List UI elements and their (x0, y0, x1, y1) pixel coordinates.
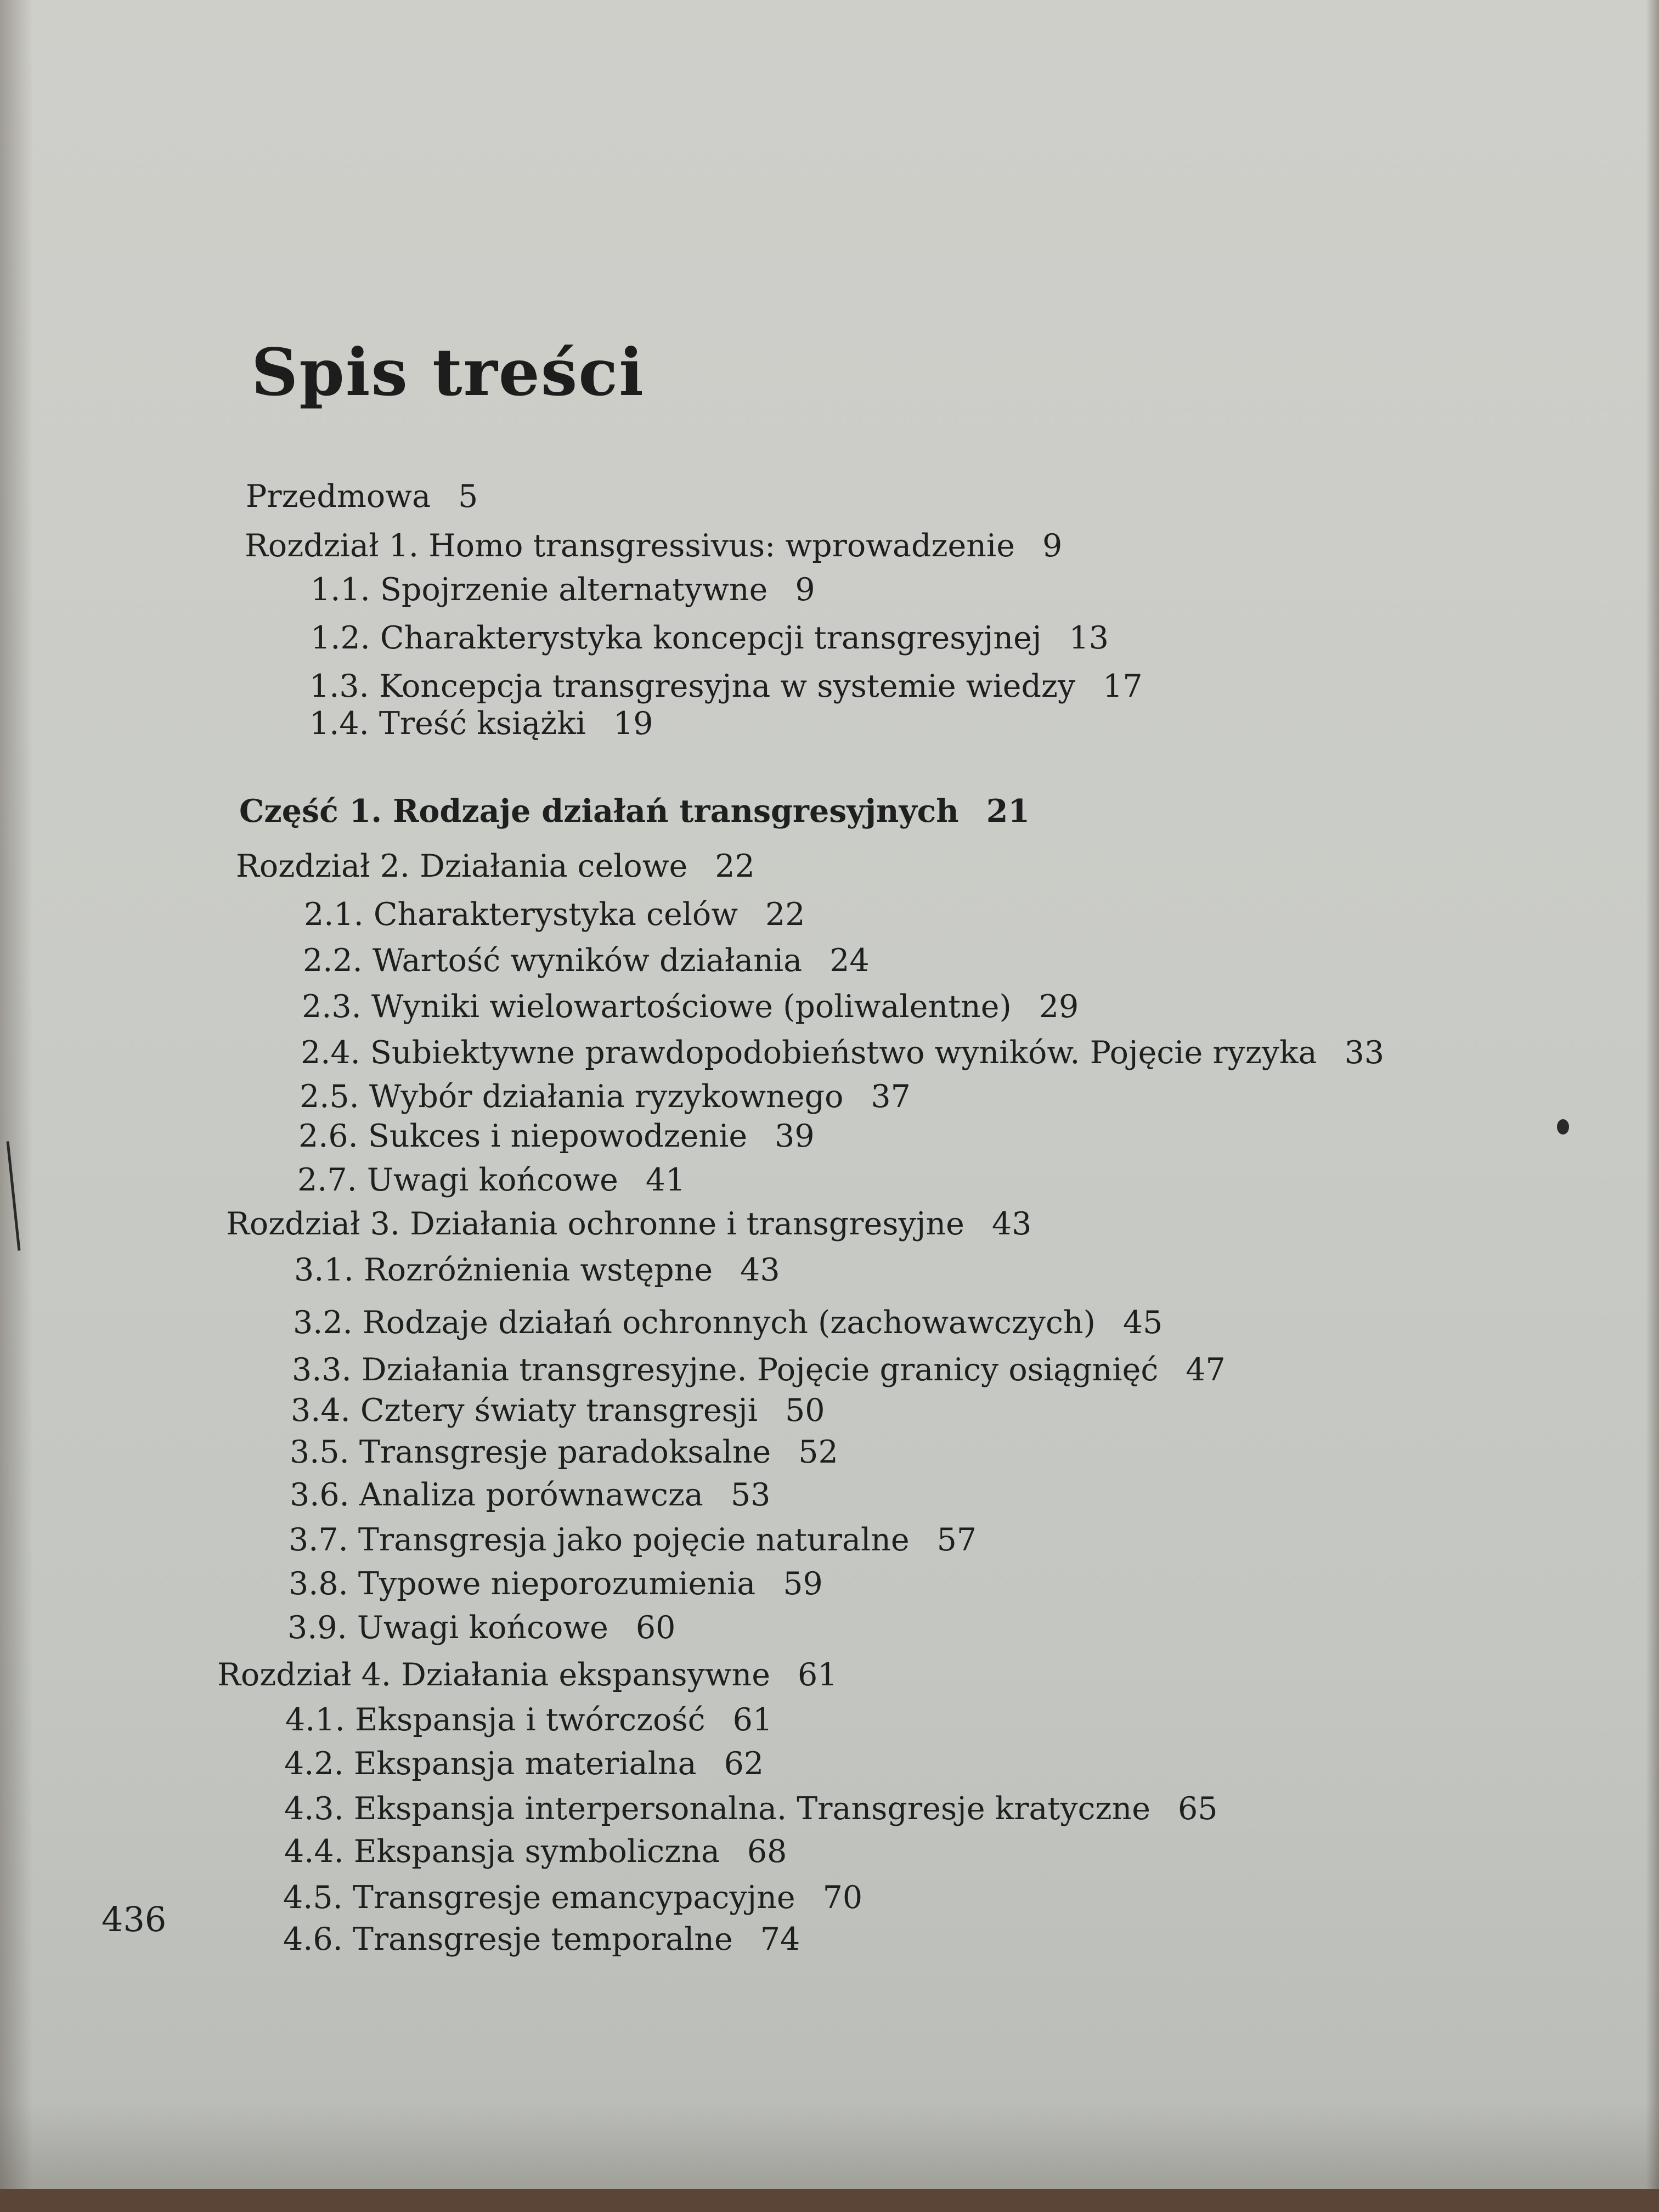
toc-entry-3-6 (290, 1476, 770, 1514)
entry-page: 41 (645, 1162, 686, 1198)
entry-text: Rozdział 3. Działania ochronne i transgresyjne (226, 1206, 964, 1242)
entry-text: 1.3. Koncepcja transgresyjna w systemie wiedzy (309, 668, 1076, 704)
entry-page: 59 (783, 1566, 823, 1602)
entry-text: 1.4. Treść książki (309, 706, 586, 742)
entry-page: 39 (775, 1118, 815, 1154)
entry-page: 57 (936, 1522, 977, 1558)
entry-page: 62 (724, 1746, 764, 1782)
toc-entry-3-8 (289, 1565, 823, 1603)
toc-entry-part-1 (239, 792, 1030, 831)
entry-page: 52 (798, 1434, 838, 1470)
entry-page: 74 (760, 1921, 800, 1957)
entry-page: 9 (795, 572, 815, 608)
entry-text: 2.4. Subiektywne prawdopodobieństwo wyników. Pojęcie ryzyka (301, 1035, 1317, 1071)
toc-entry-przedmowa (246, 477, 478, 516)
toc-entry-chapter-3 (226, 1205, 1031, 1243)
toc-entry-3-3 (292, 1351, 1226, 1389)
entry-text: 2.5. Wybór działania ryzykownego (300, 1079, 844, 1115)
toc-entry-4-2 (284, 1745, 764, 1783)
entry-page: 61 (797, 1657, 838, 1693)
toc-entry-1-2 (311, 619, 1109, 657)
entry-page: 9 (1042, 528, 1063, 564)
entry-text: 2.2. Wartość wyników działania (303, 943, 803, 979)
toc-entry-2-5 (300, 1077, 911, 1116)
entry-text: 3.7. Transgresja jako pojęcie naturalne (289, 1522, 910, 1558)
entry-text: 2.7. Uwagi końcowe (297, 1162, 618, 1198)
entry-page: 45 (1122, 1305, 1163, 1341)
toc-entry-1-4 (309, 704, 653, 743)
entry-text: Rozdział 2. Działania celowe (236, 848, 688, 884)
toc-entry-3-4 (291, 1391, 825, 1430)
entry-page: 50 (785, 1392, 825, 1429)
toc-entry-1-3 (309, 667, 1143, 706)
page-number: 436 (101, 1899, 167, 1939)
entry-page: 65 (1177, 1791, 1218, 1827)
entry-page: 61 (732, 1702, 773, 1738)
entry-text: 3.1. Rozróżnienia wstępne (294, 1252, 713, 1288)
toc-entry-4-3 (284, 1790, 1217, 1828)
entry-page: 17 (1103, 668, 1143, 704)
toc-entry-3-5 (290, 1433, 838, 1471)
page-title: Spis treści (251, 334, 645, 411)
toc-entry-4-4 (284, 1832, 787, 1871)
entry-page: 70 (822, 1880, 863, 1916)
entry-text: Część 1. Rodzaje działań transgresyjnych (239, 793, 959, 830)
entry-text: 2.1. Charakterystyka celów (304, 896, 738, 933)
entry-page: 47 (1186, 1352, 1226, 1388)
toc-entry-3-2 (293, 1304, 1163, 1342)
entry-page: 22 (765, 896, 805, 933)
entry-text: 3.4. Cztery światy transgresji (291, 1392, 758, 1429)
entry-text: 3.6. Analiza porównawcza (290, 1477, 703, 1513)
entry-page: 43 (991, 1206, 1032, 1242)
entry-text: 4.6. Transgresje temporalne (283, 1921, 733, 1957)
toc-entry-2-2 (303, 941, 870, 980)
entry-text: 4.2. Ekspansja materialna (284, 1746, 697, 1782)
toc-entry-1-1 (311, 571, 815, 609)
entry-text: 2.3. Wyniki wielowartościowe (poliwalentne) (302, 989, 1012, 1025)
entry-text: 4.3. Ekspansja interpersonalna. Transgresje kratyczne (284, 1791, 1150, 1827)
toc-entry-2-7 (297, 1161, 685, 1199)
entry-page: 19 (613, 706, 653, 742)
entry-text: 4.5. Transgresje emancypacyjne (283, 1880, 795, 1916)
toc-entry-chapter-4 (217, 1656, 837, 1694)
entry-page: 24 (830, 943, 870, 979)
entry-text: 3.9. Uwagi końcowe (287, 1610, 608, 1646)
entry-page: 68 (747, 1833, 787, 1870)
entry-text: 3.5. Transgresje paradoksalne (290, 1434, 771, 1470)
entry-page: 22 (715, 848, 755, 884)
entry-text: 3.8. Typowe nieporozumienia (289, 1566, 756, 1602)
entry-text: 1.2. Charakterystyka koncepcji transgresyjnej (311, 620, 1042, 656)
entry-page: 13 (1069, 620, 1109, 656)
entry-page: 29 (1039, 989, 1079, 1025)
entry-text: Rozdział 1. Homo transgressivus: wprowadzenie (245, 528, 1015, 564)
entry-page: 60 (635, 1610, 676, 1646)
toc-entry-3-7 (289, 1521, 977, 1559)
entry-page: 43 (740, 1252, 780, 1288)
entry-page: 53 (730, 1477, 771, 1513)
toc-entry-3-1 (294, 1251, 780, 1289)
toc-entry-2-3 (302, 988, 1079, 1026)
entry-page: 5 (458, 478, 478, 515)
entry-page: 33 (1344, 1035, 1385, 1071)
toc-entry-4-5 (283, 1878, 862, 1917)
entry-text: 3.3. Działania transgresyjne. Pojęcie granicy osiągnięć (292, 1352, 1159, 1388)
entry-text: 4.1. Ekspansja i twórczość (285, 1702, 706, 1738)
toc-entry-2-1 (304, 895, 805, 934)
toc-entry-chapter-2 (236, 847, 755, 885)
entry-text: 4.4. Ekspansja symboliczna (284, 1833, 720, 1870)
entry-page: 37 (871, 1079, 911, 1115)
toc-entry-4-1 (285, 1701, 772, 1739)
toc-entry-3-9 (287, 1609, 675, 1647)
entry-text: 1.1. Spojrzenie alternatywne (311, 572, 768, 608)
toc-entry-4-6 (283, 1920, 800, 1959)
toc-entry-2-6 (298, 1117, 815, 1155)
entry-text: Przedmowa (246, 478, 431, 515)
entry-page: 21 (986, 793, 1030, 830)
toc-entry-chapter-1 (245, 527, 1062, 565)
entry-text: 2.6. Sukces i niepowodzenie (298, 1118, 748, 1154)
entry-text: Rozdział 4. Działania ekspansywne (217, 1657, 770, 1693)
entry-text: 3.2. Rodzaje działań ochronnych (zachowawczych) (293, 1305, 1096, 1341)
toc-entry-2-4 (301, 1034, 1384, 1072)
